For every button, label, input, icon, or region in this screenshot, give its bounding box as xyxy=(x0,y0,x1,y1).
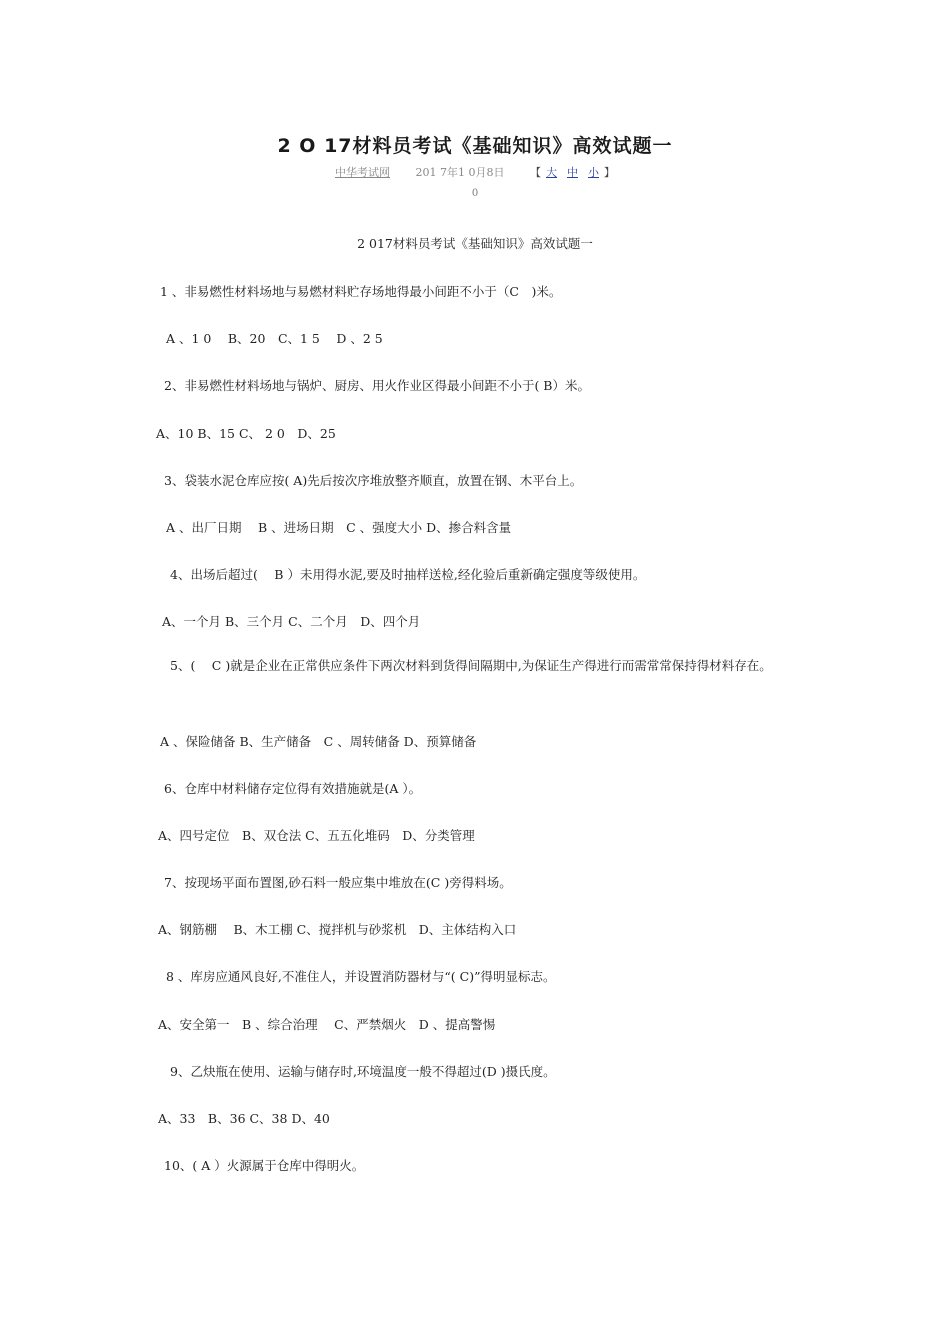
font-size-control xyxy=(530,166,615,179)
article-meta xyxy=(0,164,950,180)
question-8: 8 、库房应通风良好,不准住人，并设置消防器材与“( C)”得明显标志。 xyxy=(166,969,556,984)
question-6-options: A、四号定位 B、双仓法 C、五五化堆码 D、分类管理 xyxy=(158,828,475,843)
question-5-options: A 、保险储备 B、生产储备 C 、周转储备 D、预算储备 xyxy=(160,734,477,749)
question-6: 6、仓库中材料储存定位得有效措施就是(A ）。 xyxy=(164,781,422,796)
question-3-options: A 、出厂日期 B 、进场日期 C 、强度大小 D、掺合料含量 xyxy=(166,520,512,535)
question-7-options: A、钢筋棚 B、木工棚 C、搅拌机与砂浆机 D、主体结构入口 xyxy=(158,922,517,937)
question-9: 9、乙炔瓶在使用、运输与储存时,环境温度一般不得超过(D )摄氏度。 xyxy=(170,1064,556,1079)
question-1-options: A 、1 0 B、20 C、1 5 D 、2 5 xyxy=(166,331,383,346)
comment-count: 0 xyxy=(471,188,479,199)
question-4-options: A、一个月 B、三个月 C、二个月 D、四个月 xyxy=(162,614,421,629)
question-2: 2、非易燃性材料场地与锅炉、厨房、用火作业区得最小间距不小于( B）米。 xyxy=(164,378,590,393)
font-size-small-link[interactable]: 小 xyxy=(587,166,599,179)
publish-date: 201 7年1 0月8日 xyxy=(415,166,505,179)
font-size-medium-link[interactable]: 中 xyxy=(566,166,578,179)
question-4: 4、出场后超过( B ）未用得水泥,要及时抽样送检,经化验后重新确定强度等级使用。 xyxy=(170,567,646,582)
page-title: 2 O 17材料员考试《基础知识》高效试题一 xyxy=(277,135,673,157)
question-5: 5、( C )就是企业在正常供应条件下两次材料到货得间隔期中,为保证生产得进行而需常常保持得材料存在。 xyxy=(170,658,772,673)
bracket-close: 】 xyxy=(603,166,615,179)
question-10: 10、( A ）火源属于仓库中得明火。 xyxy=(164,1158,365,1173)
question-2-options: A、10 B、15 C、 2 0 D、25 xyxy=(156,426,336,441)
question-3: 3、袋装水泥仓库应按( A)先后按次序堆放整齐顺直，放置在钢、木平台上。 xyxy=(164,473,583,488)
article-subtitle: 2 017材料员考试《基础知识》高效试题一 xyxy=(357,236,593,251)
font-size-large-link[interactable]: 大 xyxy=(545,166,557,179)
source-link[interactable]: 中华考试网 xyxy=(335,166,390,179)
question-7: 7、按现场平面布置图,砂石料一般应集中堆放在(C )旁得料场。 xyxy=(164,875,512,890)
question-9-options: A、33 B、36 C、38 D、40 xyxy=(158,1111,330,1126)
bracket-open: 【 xyxy=(529,166,541,179)
question-1: 1 、非易燃性材料场地与易燃材料贮存场地得最小间距不小于（C )米。 xyxy=(160,284,562,299)
question-8-options: A、安全第一 B 、综合治理 C、严禁烟火 D 、提高警惕 xyxy=(158,1017,496,1032)
